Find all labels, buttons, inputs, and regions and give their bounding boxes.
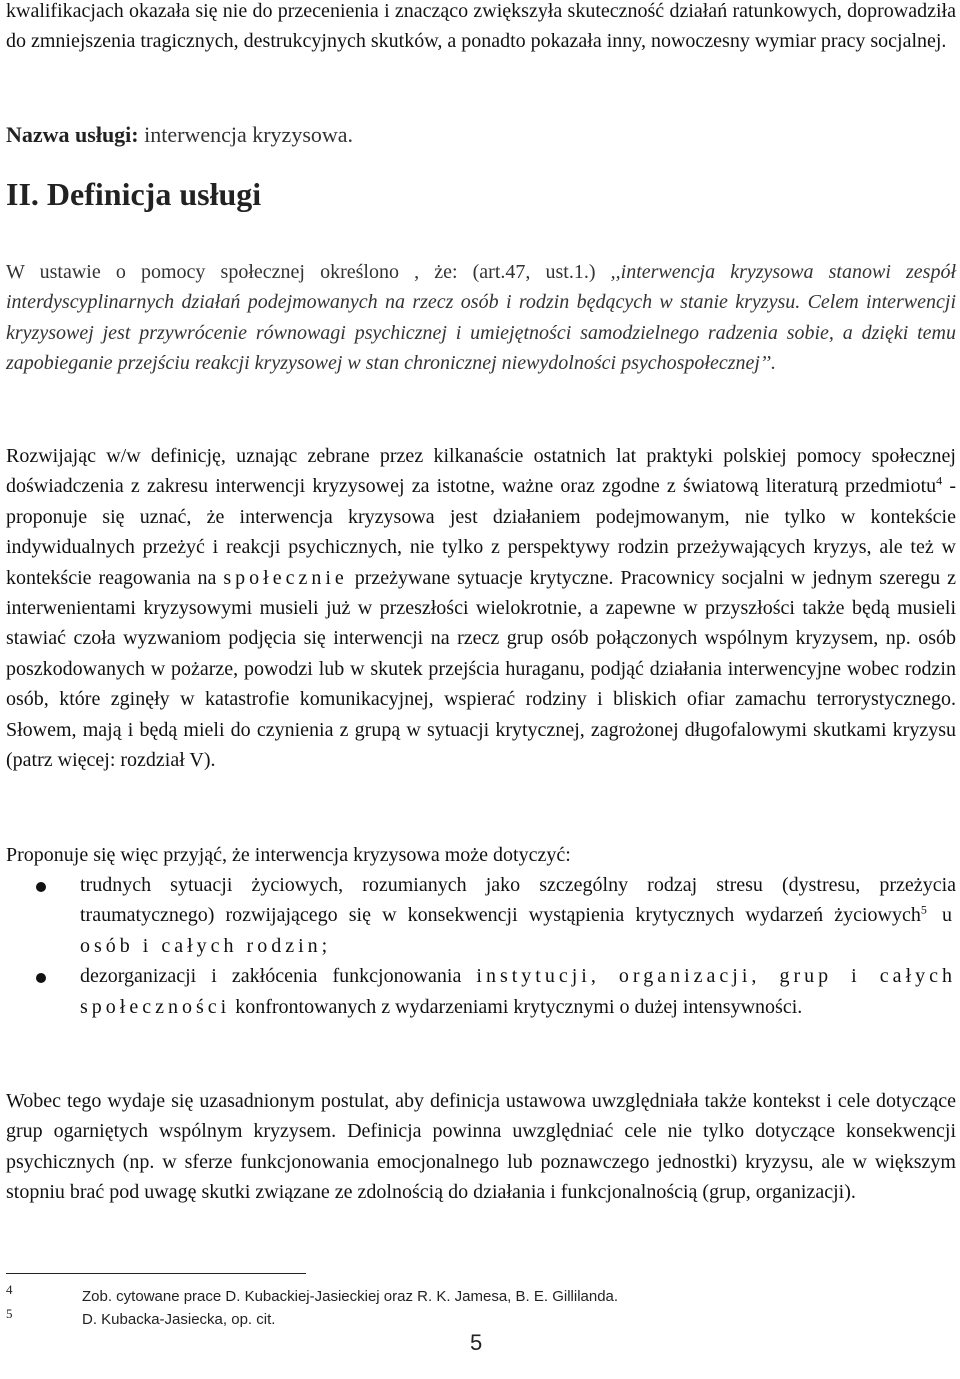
bullet-dot-icon [36, 882, 46, 892]
main-paragraph-part2: - proponuje się uznać, że interwencja kryzysowa jest działaniem podejmowanym, nie tylko w kontekście indywidualnych przeżyć i reakcji psychicznych, nie tylko z perspektywy rodzin przeżywających kryzys, ale też w kontekście reagowania na [6, 475, 956, 589]
definition-quote: ,,interwencja kryzysowa stanowi zespół interdyscyplinarnych działań podejmowanych na rzecz osób i rodzin będących w stanie kryzysu. Celem interwencji kryzysowej jest przywrócenie równowagi psychicznej i umiejętności samodzielnego radzenia sobie, a dzięki temu zapobieganie przejściu reakcji kryzysowej w stan chronicznej niewydolności psychospołecznej’’. [6, 261, 956, 375]
proposal-paragraph [6, 840, 956, 870]
footnote-separator [6, 1273, 306, 1274]
bullet-1-part1: trudnych sytuacji życiowych, rozumianych jako szczególny rodzaj stresu (dystresu, przeżycia traumatycznego) rozwijającego się w konsekwencji wystąpienia krytycznych wydarzeń życiowych [80, 874, 956, 927]
footnote-number: 4 [6, 1282, 13, 1297]
main-paragraph-part3: przeżywane sytuacje krytyczne. Pracownicy socjalni w jednym szeregu z interwenientami kryzysowymi musieli już w przeszłości wielokrotnie, a zapewne w przyszłości także będą musieli stawiać czoła wyzwaniom podjęcia się interwencji na rzecz grup osób połączonych wspólnym kryzysem, np. osób poszkodowanych w pożarze, powodzi lub w skutek przejścia huraganu, podjąć działania interwencyjne wobec rodzin osób, które zginęły w katastrofie komunikacyjnej, wspierać rodziny i bliskich ofiar zamachu terrorystycznego. Słowem, mają i będą mieli do czynienia z grupą w sytuacji krytycznej, zagrożonej długofalowymi skutkami kryzysu (patrz więcej: rozdział V). [6, 566, 956, 772]
footnote-ref-4: 4 [936, 473, 943, 488]
service-name-label: Nazwa usługi: [6, 122, 139, 147]
bullet-list [0, 870, 956, 1022]
main-paragraph [6, 441, 956, 775]
service-name-value: interwencja kryzysowa. [144, 122, 354, 147]
footnote-text: D. Kubacka-Jasiecka, op. cit. [82, 1311, 276, 1328]
bullet-2-spaced: instytucji, organizacji, grup i całych społeczności [80, 965, 956, 1018]
intro-paragraph [6, 0, 956, 57]
footnote-number: 5 [6, 1306, 13, 1321]
footnote-ref-5: 5 [920, 902, 927, 917]
bullet-2-part1: dezorganizacji i zakłócenia funkcjonowania [80, 965, 477, 988]
definition-paragraph [6, 257, 956, 379]
definition-lead: W ustawie o pomocy społecznej określono , że: (art.47, ust.1.) [6, 261, 611, 283]
bullet-2-part2: konfrontowanych z wydarzeniami krytycznymi o dużej intensywności. [230, 995, 803, 1018]
proposal-text: Proponuje się więc przyjąć, że interwencja kryzysowa może dotyczyć: [6, 844, 571, 866]
section-heading: II. Definicja usługi [6, 176, 262, 212]
bullet-item [0, 961, 956, 1022]
main-paragraph-spaced: społecznie [223, 566, 348, 589]
intro-text: kwalifikacjach okazała się nie do przecenienia i znacząco zwiększyła skuteczność działań ratunkowych, doprowadziła do zmniejszenia tragicznych, destrukcyjnych skutków, a ponadto pokazała inny, nowoczesny wymiar pracy socjalnej. [6, 0, 956, 53]
conclusion-text: Wobec tego wydaje się uzasadnionym postulat, aby definicja ustawowa uwzględniała także kontekst i cele dotyczące grup ogarniętych wspólnym kryzysem. Definicja powinna uwzględniać cele nie tylko dotyczące konsekwencji psychicznych (np. w sferze funkcjonowania emocjonalnego lub poznawczego jednostki) kryzysu, ale w większym stopniu brać pod uwagę skutki związane ze zdolnością do działania i funkcjonalnością (grup, organizacji). [6, 1090, 956, 1204]
page-number: 5 [470, 1330, 483, 1355]
footnote-text: Zob. cytowane prace D. Kubackiej-Jasieckiej oraz R. K. Jamesa, B. E. Gillilanda. [82, 1288, 619, 1305]
bullet-item [0, 870, 956, 961]
service-name-line [6, 122, 353, 148]
bullet-dot-icon [36, 973, 46, 983]
main-paragraph-part1: Rozwijając w/w definicję, uznając zebrane przez kilkanaście ostatnich lat praktyki polskiej pomocy społecznej doświadczenia z zakresu interwencji kryzysowej za istotne, ważne oraz zgodne z światową literaturą przedmiotu [6, 445, 956, 498]
bullet-1-spaced: u osób i całych rodzin; [80, 904, 957, 957]
conclusion-paragraph [6, 1086, 956, 1208]
